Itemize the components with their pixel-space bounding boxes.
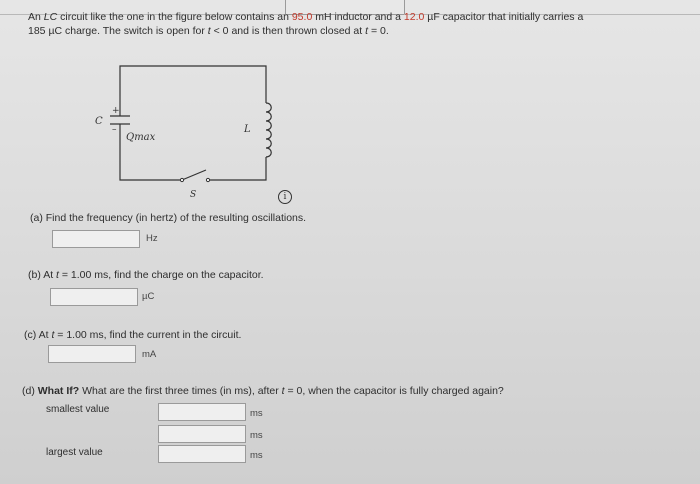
problem-line-2: 185 µC charge. The switch is open for t < 0 and is then thrown closed at t = 0. [28,25,389,37]
smallest-value-label: smallest value [46,404,110,415]
time-2-unit: ms [250,430,263,441]
time-1-unit: ms [250,408,263,419]
part-d-question: (d) What If? What are the first three times (in ms), after t = 0, when the capacitor is fully charged again? [22,385,504,397]
charge-label: Qmax [126,132,156,143]
charge-input[interactable] [50,288,138,306]
minus-sign: – [112,125,117,135]
info-icon[interactable]: i [278,190,292,204]
time-1-input[interactable] [158,403,246,421]
part-c-question: (c) At t = 1.00 ms, find the current in the circuit. [24,329,242,341]
time-3-unit: ms [250,450,263,461]
plus-sign: + [112,106,120,116]
frequency-unit: Hz [146,233,158,244]
current-unit: mA [142,349,157,360]
current-input[interactable] [48,345,136,363]
largest-value-label: largest value [46,447,103,458]
charge-unit: µC [142,291,155,302]
inductor-label: L [244,124,251,135]
problem-line-1: An LC circuit like the one in the figure below contains an 95.0 mH inductor and a 12.0 µF capacitor that initially carries a [28,11,584,23]
part-b-question: (b) At t = 1.00 ms, find the charge on the capacitor. [28,269,264,281]
lc-circuit-diagram [90,58,280,200]
part-a-question: (a) Find the frequency (in hertz) of the resulting oscillations. [30,212,307,224]
capacitor-label: C [95,116,103,127]
time-2-input[interactable] [158,425,246,443]
time-3-input[interactable] [158,445,246,463]
switch-label: S [190,190,197,200]
frequency-input[interactable] [52,230,140,248]
